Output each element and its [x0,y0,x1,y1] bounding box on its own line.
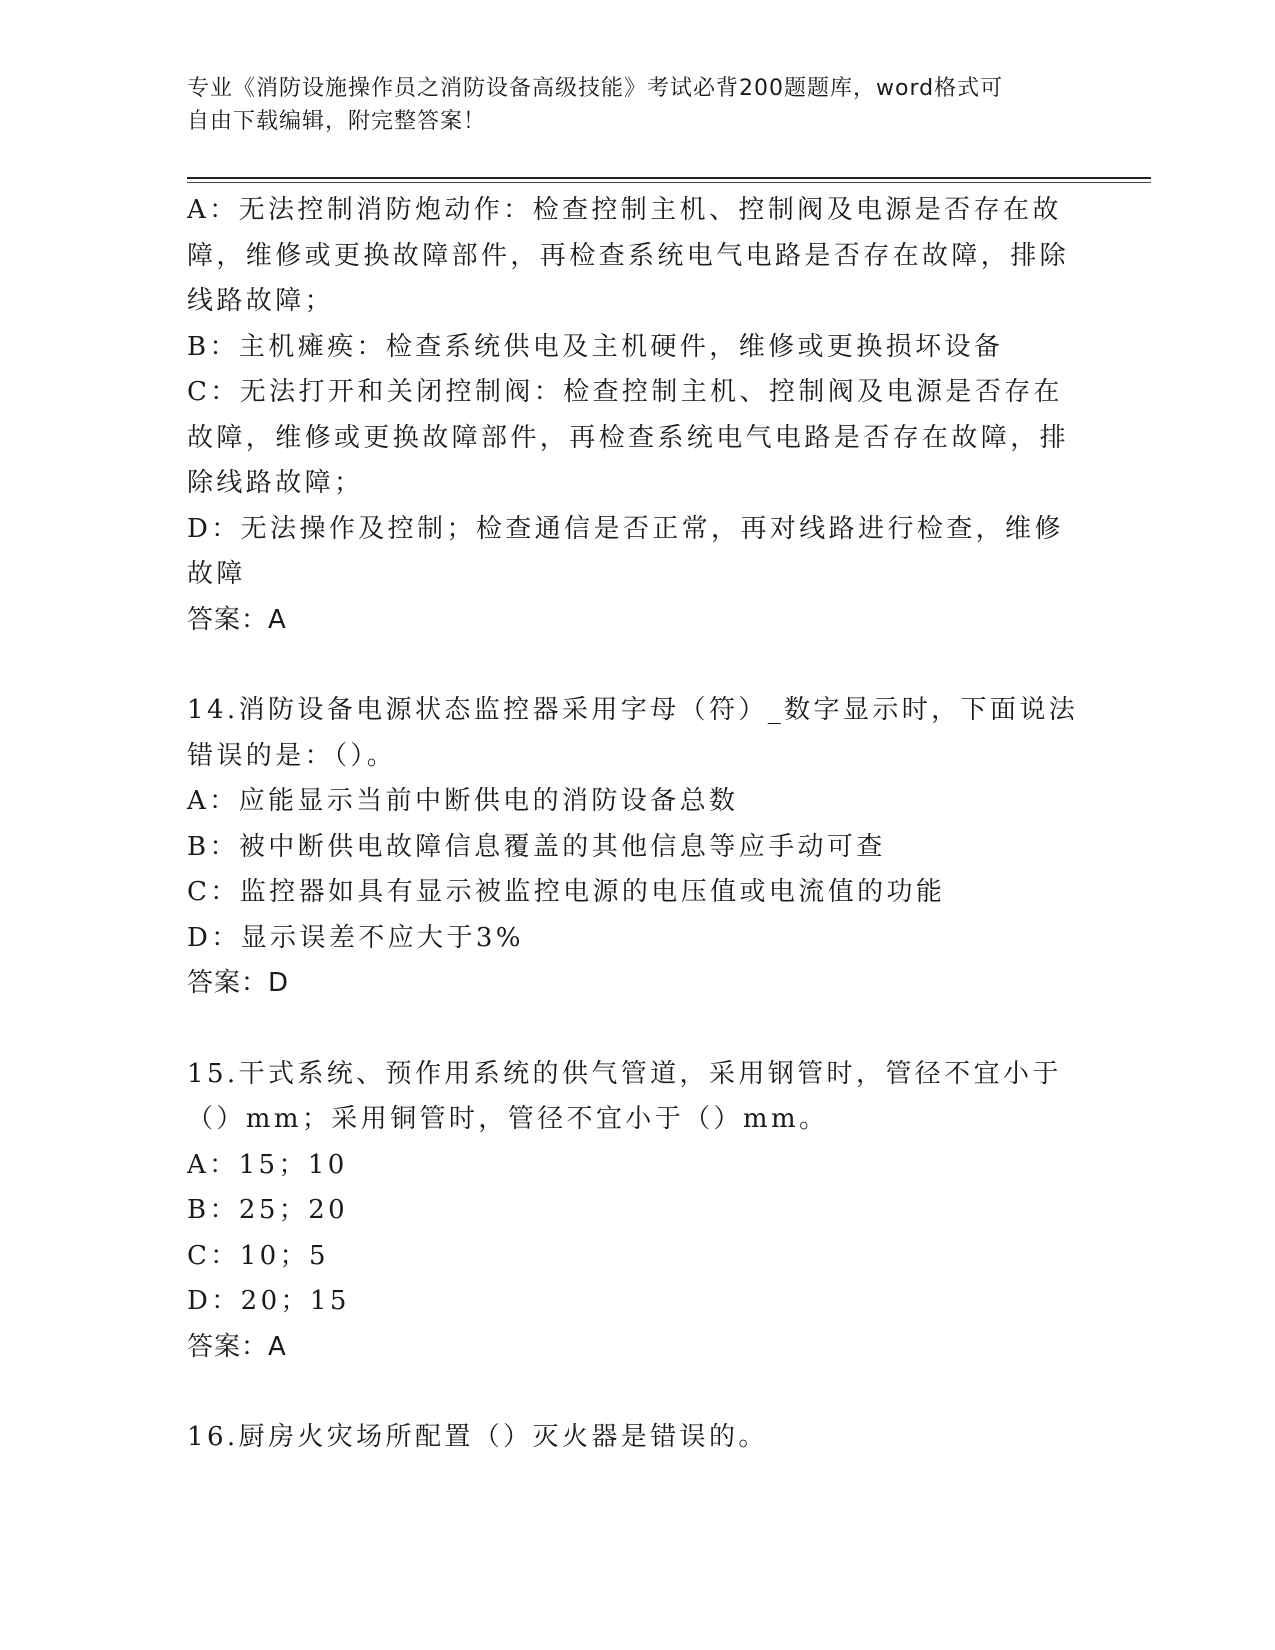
question-stem: 16.厨房火灾场所配置（）灭火器是错误的。 [187,1422,768,1452]
option-a: A：无法控制消防炮动作：检查控制主机、控制阀及电源是否存在故障，维修或更换故障部件，再检查系统电气电路是否存在故障，排除线路故障； [187,195,1070,316]
document-header [187,72,1067,138]
option-c: C：10；5 [187,1240,329,1271]
option-c: C：无法打开和关闭控制阀：检查控制主机、控制阀及电源是否存在故障，维修或更换故障部件，再检查系统电气电路是否存在故障，排除线路故障； [187,377,1070,498]
question-16 [187,1415,1087,1461]
option-a: A：应能显示当前中断供电的消防设备总数 [187,786,739,816]
option-d: D：无法操作及控制；检查通信是否正常，再对线路进行检查，维修故障 [187,513,1064,589]
header-title-line-1: 专业《消防设施操作员之消防设备高级技能》考试必背200题题库，word格式可 [187,76,1004,101]
answer: 答案：A [187,604,287,635]
option-b: B：25；20 [187,1195,349,1225]
question-stem: 15.干式系统、预作用系统的供气管道，采用钢管时，管径不宜小于（）mm；采用铜管时，管径不宜小于（）mm。 [187,1058,1062,1134]
question-15 [187,1052,1087,1371]
option-d: D：20；15 [187,1286,350,1316]
header-rule-thick [187,177,1151,179]
answer: 答案：D [187,968,290,998]
question-14 [187,688,1087,1007]
option-b: B：被中断供电故障信息覆盖的其他信息等应手动可查 [187,831,886,862]
question-stem: 14.消防设备电源状态监控器采用字母（符）_数字显示时，下面说法错误的是：（）。 [187,695,1079,771]
answer: 答案：A [187,1331,287,1362]
header-title-line-2: 自由下载编辑，附完整答案！ [187,109,487,134]
option-d: D：显示误差不应大于3% [187,922,524,953]
header-rule-thin [187,182,1151,183]
question-13-continued [187,188,1087,643]
option-a: A：15；10 [187,1149,348,1180]
option-c: C：监控器如具有显示被监控电源的电压值或电流值的功能 [187,877,946,907]
document-body [187,188,1087,1461]
option-b: B：主机瘫痪：检查系统供电及主机硬件，维修或更换损坏设备 [187,331,1004,362]
